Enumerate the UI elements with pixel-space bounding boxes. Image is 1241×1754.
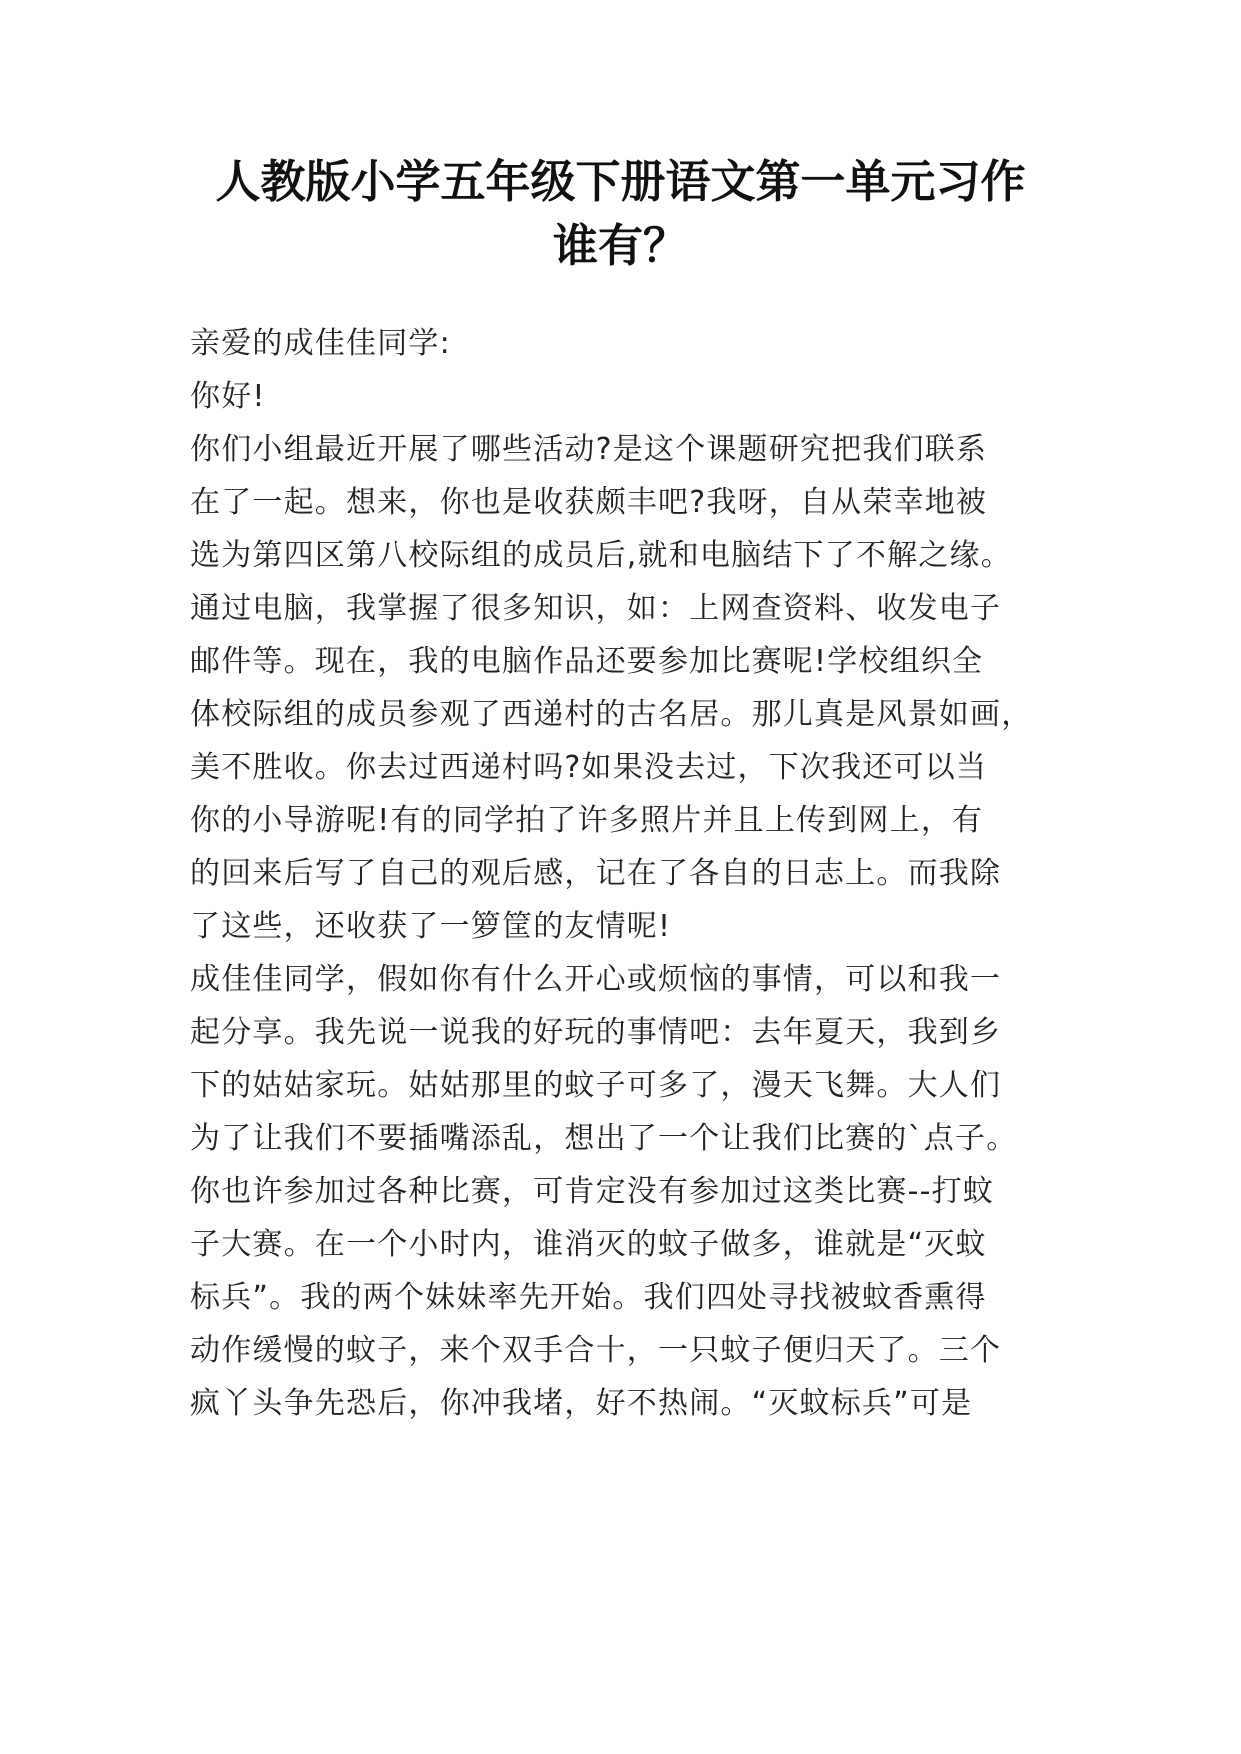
body-line: 起分享。我先说一说我的好玩的事情吧：去年夏天，我到乡 <box>190 1015 1002 1050</box>
body-line: 选为第四区第八校际组的成员后,就和电脑结下了不解之缘。 <box>190 538 1012 573</box>
body-line: 下的姑姑家玩。姑姑那里的蚊子可多了，漫天飞舞。大人们 <box>190 1068 1002 1103</box>
body-line: 了这些，还收获了一箩筐的友情呢! <box>190 909 672 944</box>
body-line: 成佳佳同学，假如你有什么开心或烦恼的事情，可以和我一 <box>190 962 1002 997</box>
body-line: 标兵”。我的两个妹妹率先开始。我们四处寻找被蚊香熏得 <box>190 1280 987 1315</box>
body-line: 通过电脑，我掌握了很多知识，如：上网查资料、收发电子 <box>190 591 1002 626</box>
document-title-line-2: 谁有？ <box>552 219 688 272</box>
body-line: 你们小组最近开展了哪些活动?是这个课题研究把我们联系 <box>190 432 988 467</box>
body-line: 美不胜收。你去过西递村吗?如果没去过，下次我还可以当 <box>190 750 988 785</box>
body-line: 邮件等。现在，我的电脑作品还要参加比赛呢!学校组织全 <box>190 644 984 679</box>
document-title-line-1: 人教版小学五年级下册语文第一单元习作 <box>215 155 1026 208</box>
body-line: 你的小导游呢!有的同学拍了许多照片并且上传到网上，有 <box>190 803 984 838</box>
body-line: 体校际组的成员参观了西递村的古名居。那儿真是风景如画， <box>190 697 1033 732</box>
body-line: 的回来后写了自己的观后感，记在了各自的日志上。而我除 <box>190 856 1002 891</box>
body-line: 你好! <box>190 379 266 414</box>
body-line: 你也许参加过各种比赛，可肯定没有参加过这类比赛--打蚊 <box>190 1174 995 1209</box>
body-line: 在了一起。想来，你也是收获颇丰吧?我呀，自从荣幸地被 <box>190 485 988 520</box>
body-line: 动作缓慢的蚊子，来个双手合十，一只蚊子便归天了。三个 <box>190 1333 1002 1368</box>
body-line: 亲爱的成佳佳同学: <box>190 326 451 361</box>
body-line: 子大赛。在一个小时内，谁消灭的蚊子做多，谁就是“灭蚊 <box>190 1227 987 1262</box>
body-line: 疯丫头争先恐后，你冲我堵，好不热闹。“灭蚊标兵”可是 <box>190 1386 973 1421</box>
body-line: 为了让我们不要插嘴添乱，想出了一个让我们比赛的`点子。 <box>190 1121 1018 1156</box>
